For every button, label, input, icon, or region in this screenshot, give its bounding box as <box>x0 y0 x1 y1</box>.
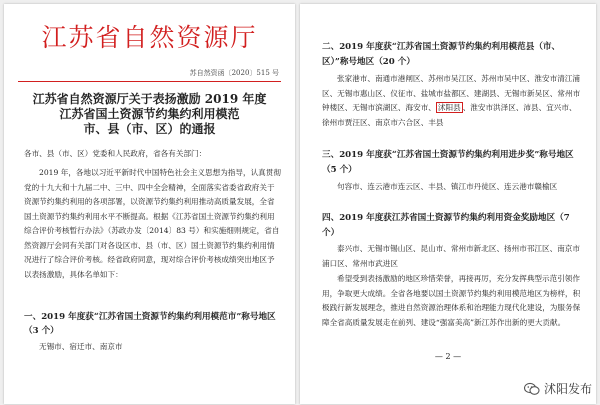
red-divider <box>18 81 281 82</box>
section-1-title: 一、2019 年度获“江苏省国土资源节约集约利用模范市”称号地区（3 个） <box>24 312 276 336</box>
section-4-list: 泰兴市、无锡市锡山区、昆山市、常州市新北区、扬州市邗江区、南京市浦口区、常州市武进区 <box>322 244 580 268</box>
highlighted-county: 沭阳县 <box>437 103 461 113</box>
salutation: 各市、县（市、区）党委和人民政府，省各有关部门： <box>24 149 207 158</box>
title-line-2: 江苏省国土资源节约集约利用模范 <box>59 107 240 121</box>
watermark-text: 沭阳发布 <box>543 382 592 396</box>
wechat-icon <box>524 382 540 396</box>
section-3-title: 三、2019 年度获“江苏省国土资源节约集约利用进步奖”称号地区（5 个） <box>322 150 574 175</box>
body-paragraph: 2019 年，各地以习近平新时代中国特色社会主义思想为指导，认真贯彻党的十九大和十九届二中、三中、四中全会精神，全面落实省委省政府关于资源节约集约利用的各项部署，以资源节约集约利用推动高质量发展，全省国土资源节约集约利用水平不断提高。根据《江苏省国土资源节约集约利用综合评价考核暂行办法》（苏政办发〔2014〕83 号）和实施细则规定，省自然资源厅会同有关部门对各设区市、县（市、区）国土资源节约集约利用情况进行了综合评价考核。经省政府同意，现对综合评价考核成绩突出地区予以表扬激励，具体名单如下： <box>24 168 281 279</box>
section-1-list: 无锡市、宿迁市、南京市 <box>39 342 123 351</box>
left-page <box>4 4 295 404</box>
section-2-list-part-2: 、淮安市洪泽区、沛县、宜兴市、徐州市贾汪区、南京市六合区、丰县 <box>322 103 577 127</box>
watermark <box>524 380 592 397</box>
section-2-title: 二、2019 年度获“江苏省国土资源节约集约利用模范县（市、区）”称号地区（20 个） <box>322 42 561 67</box>
section-2-list <box>322 72 582 130</box>
document-number: 苏自然资函〔2020〕515 号 <box>189 69 279 77</box>
title-line-3: 市、县（市、区）的通报 <box>83 122 216 136</box>
document-header: 江苏省自然资源厅 <box>41 23 258 52</box>
section-2-list-part-1: 张家港市、南通市港闸区、苏州市吴江区、苏州市吴中区、淮安市清江浦区、无锡市惠山区、仪征市、盐城市盐都区、建湖县、无锡市新吴区、常州市钟楼区、无锡市滨湖区、海安市、 <box>322 74 581 113</box>
section-3-list: 句容市、连云港市连云区、丰县、镇江市丹徒区、连云港市赣榆区 <box>337 182 558 191</box>
right-page <box>300 4 596 404</box>
document-title <box>14 92 285 137</box>
section-4-title: 四、2019 年度获江苏省国土资源节约集约利用资金奖励地区（7 个） <box>322 213 570 238</box>
page-number: — 2 — <box>434 352 462 361</box>
closing-paragraph: 希望受到表扬激励的地区珍惜荣誉，再接再厉，充分发挥典型示范引领作用，争取更大成绩。全省各地要以国土资源节约集约利用模范地区为榜样，积极践行新发展理念，推进自然资源治理体系和治理能力现代化建设，为服务保障全省高质量发展走在前列、建设“强富美高”新江苏作出新的更大贡献。 <box>322 274 581 327</box>
title-line-1: 江苏省自然资源厅关于表扬激励 2019 年度 <box>32 92 267 106</box>
